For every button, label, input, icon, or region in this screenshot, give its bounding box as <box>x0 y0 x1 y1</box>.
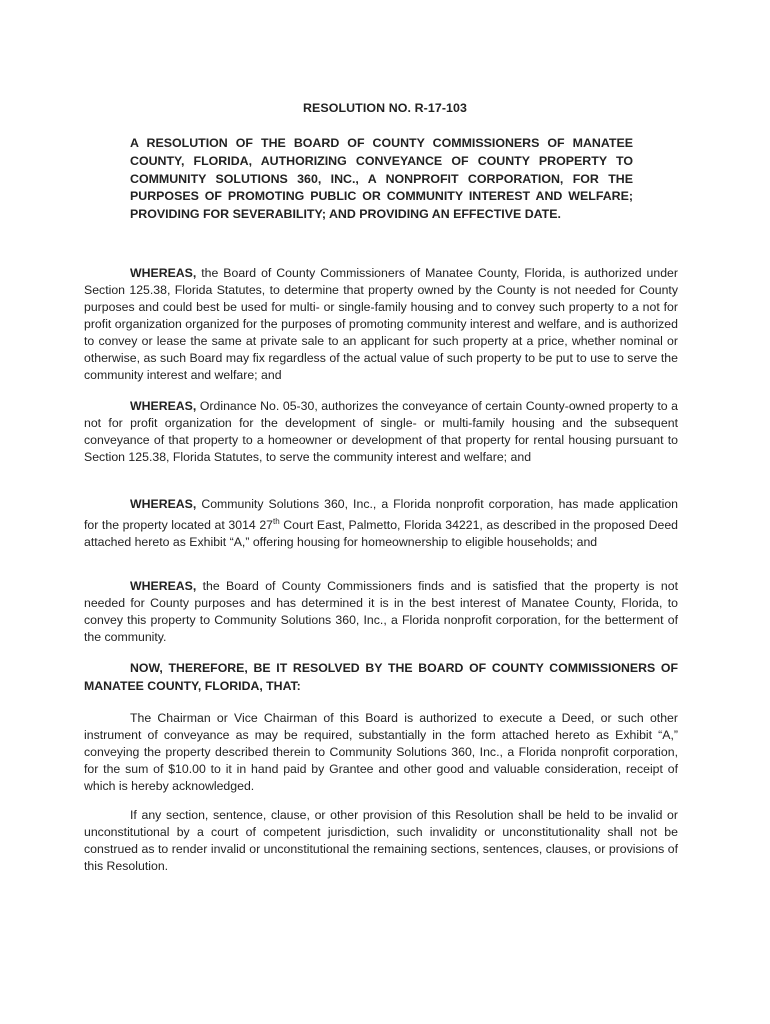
whereas-label: WHEREAS, <box>130 579 197 593</box>
paragraph-text: If any section, sentence, clause, or other provision of this Resolution shall be held to be invalid or unconstitutional by a court of competent jurisdiction, such invalidity or unconstitutionality shall not be construed as to render invalid or unconstitutional the remaining sections, sentences, clauses, or provisions of this Resolution. <box>84 808 678 873</box>
paragraph-text-continued: Court East, Palmetto, Florida 34221, as described in the proposed Deed attached hereto as Exhibit “A,” offering housing for homeownership to eligible households; and <box>84 518 678 550</box>
resolved-clause <box>84 660 678 695</box>
paragraph-text: the Board of County Commissioners of Manatee County, Florida, is authorized under Section 125.38, Florida Statutes, to determine that property owned by the County is not needed for County purposes and could best be used for multi- or single-family housing and to convey such property to a not for profit organization organized for the purposes of promoting community interest and welfare, and is authorized to convey or lease the same at private sale to an applicant for such property at a price, whether nominal or otherwise, as such Board may fix regardless of the actual value of such property to be put to use to serve the community interest and welfare; and <box>84 266 678 382</box>
severability-paragraph <box>84 807 678 875</box>
whereas-paragraph-4 <box>84 578 678 646</box>
section-1-paragraph <box>84 710 678 795</box>
whereas-label: WHEREAS, <box>130 266 197 280</box>
whereas-label: WHEREAS, <box>130 497 197 511</box>
paragraph-text: Community Solutions 360, Inc., a Florida nonprofit corporation, has made application for the property located at 3014 27 <box>84 497 679 533</box>
paragraph-text: the Board of County Commissioners finds and is satisfied that the property is not needed for County purposes and has determined it is in the best interest of Manatee County, Florida, to convey this property to Community Solutions 360, Inc., a Florida nonprofit corporation, for the betterment of the community. <box>84 579 678 644</box>
whereas-paragraph-3 <box>84 496 678 551</box>
resolved-text: NOW, THEREFORE, BE IT RESOLVED BY THE BOARD OF COUNTY COMMISSIONERS OF MANATEE COUNTY, FLORIDA, THAT: <box>84 661 678 693</box>
paragraph-text: The Chairman or Vice Chairman of this Board is authorized to execute a Deed, or such other instrument of conveyance as may be required, substantially in the form attached hereto as Exhibit “A,” conveying the property described therein to Community Solutions 360, Inc., a Florida nonprofit corporation, for the sum of $10.00 to it in hand paid by Grantee and other good and valuable consideration, receipt of which is hereby acknowledged. <box>84 711 678 793</box>
resolution-title: RESOLUTION NO. R-17-103 <box>302 101 468 115</box>
whereas-label: WHEREAS, <box>130 399 197 413</box>
whereas-paragraph-2 <box>84 398 678 466</box>
ordinal-suffix: th <box>273 517 280 526</box>
paragraph-text: Ordinance No. 05-30, authorizes the conveyance of certain County-owned property to a not for profit organization for the development of single- or multi-family housing and the subsequent conveyance of that property to a homeowner or development of that property for rental housing pursuant to Section 125.38, Florida Statutes, to serve the community interest and welfare; and <box>84 399 678 464</box>
whereas-paragraph-1 <box>84 265 678 384</box>
resolution-caption: A RESOLUTION OF THE BOARD OF COUNTY COMMISSIONERS OF MANATEE COUNTY, FLORIDA, AUTHORIZING CONVEYANCE OF COUNTY PROPERTY TO COMMUNITY SOLUTIONS 360, INC., A NONPROFIT CORPORATION, FOR THE PURPOSES OF PROMOTING PUBLIC OR COMMUNITY INTEREST AND WELFARE; PROVIDING FOR SEVERABILITY; AND PROVIDING AN EFFECTIVE DATE. <box>130 136 633 222</box>
